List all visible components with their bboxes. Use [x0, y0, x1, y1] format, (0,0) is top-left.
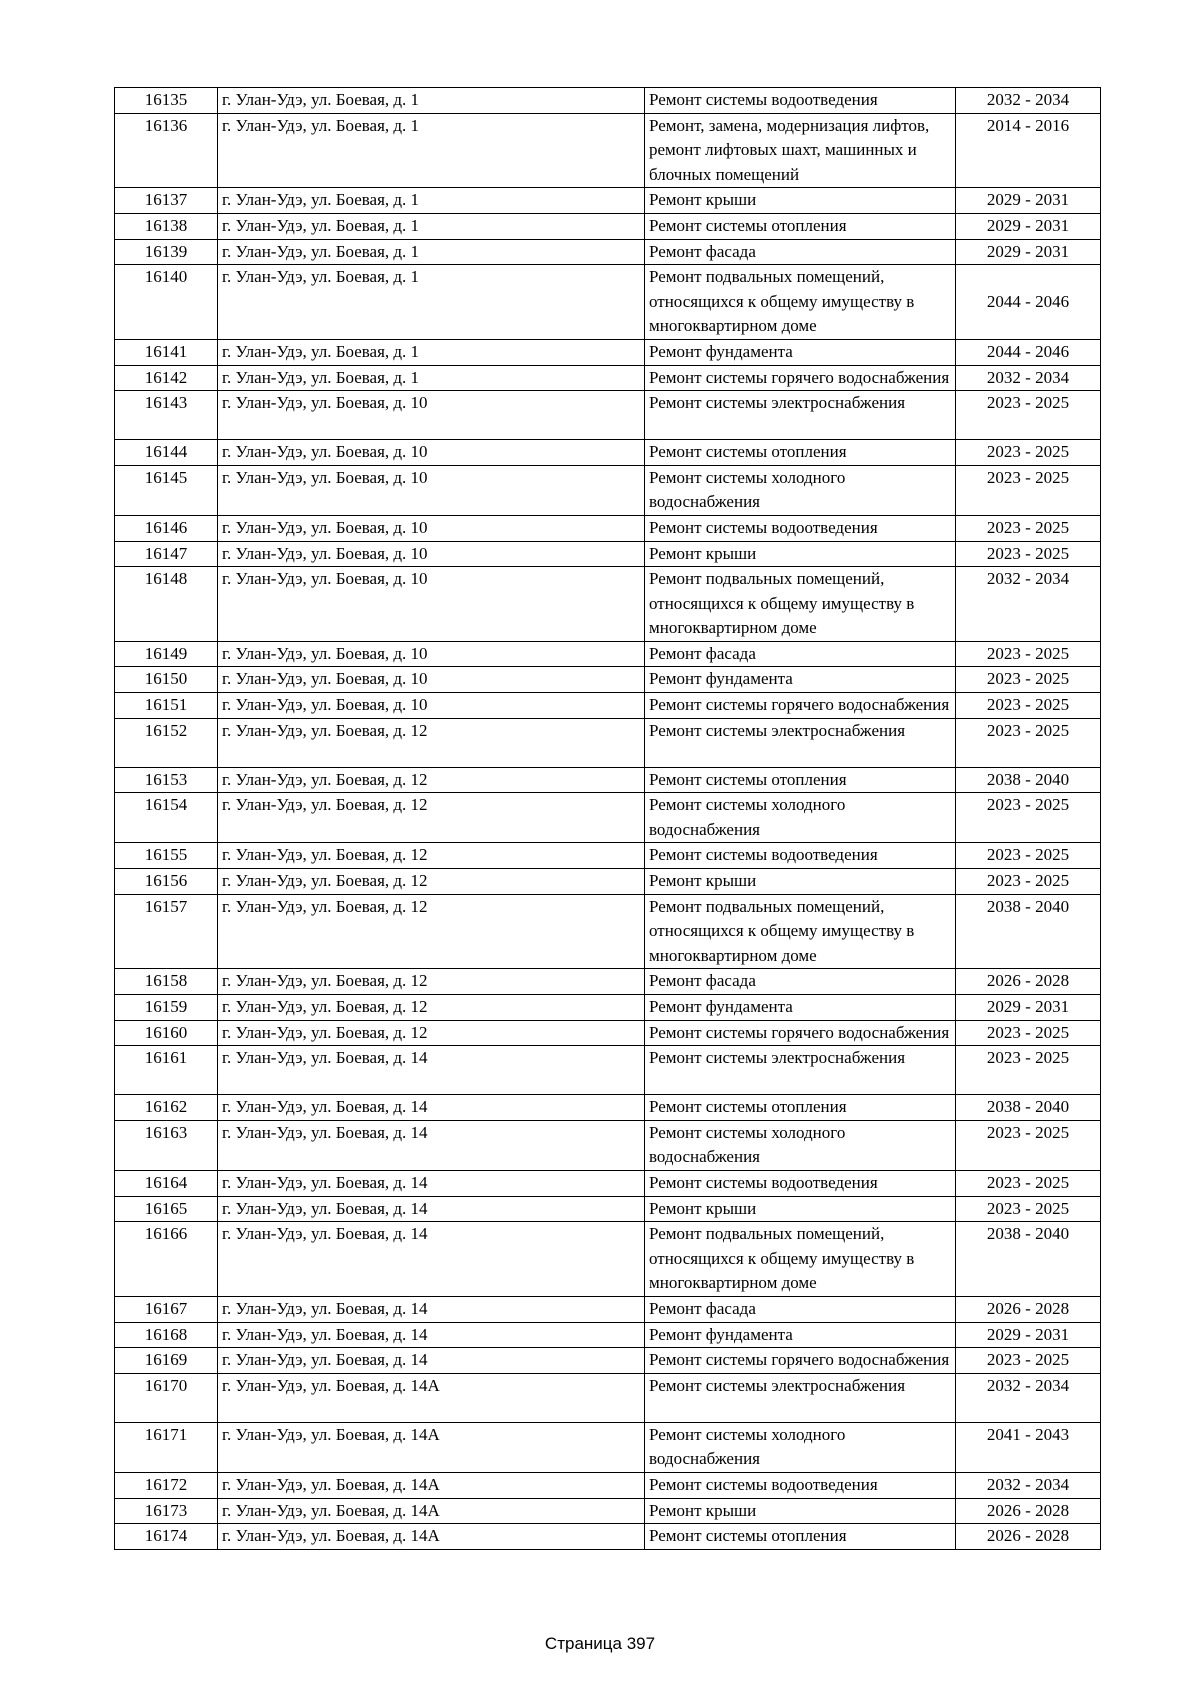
work-type-cell: Ремонт крыши [645, 1498, 956, 1524]
row-number: 16160 [115, 1020, 218, 1046]
row-number: 16157 [115, 894, 218, 969]
address-cell: г. Улан-Удэ, ул. Боевая, д. 14 [218, 1222, 645, 1297]
table-row [115, 113, 1101, 188]
work-type-cell: Ремонт фасада [645, 641, 956, 667]
table-row [115, 1196, 1101, 1222]
period-cell: 2044 - 2046 [956, 265, 1101, 340]
period-cell: 2032 - 2034 [956, 1373, 1101, 1422]
address-cell: г. Улан-Удэ, ул. Боевая, д. 1 [218, 88, 645, 114]
row-number: 16148 [115, 567, 218, 642]
table-row [115, 894, 1101, 969]
table-row [115, 391, 1101, 440]
period-cell: 2026 - 2028 [956, 969, 1101, 995]
row-number: 16163 [115, 1120, 218, 1170]
work-type-cell: Ремонт крыши [645, 188, 956, 214]
work-type-cell: Ремонт фундамента [645, 667, 956, 693]
row-number: 16171 [115, 1422, 218, 1472]
address-cell: г. Улан-Удэ, ул. Боевая, д. 14А [218, 1524, 645, 1550]
period-cell: 2029 - 2031 [956, 995, 1101, 1021]
table-row [115, 767, 1101, 793]
row-number: 16166 [115, 1222, 218, 1297]
work-type-cell: Ремонт системы водоотведения [645, 515, 956, 541]
table-row [115, 541, 1101, 567]
work-type-cell: Ремонт системы водоотведения [645, 1170, 956, 1196]
work-type-cell: Ремонт системы электроснабжения [645, 1373, 956, 1422]
row-number: 16159 [115, 995, 218, 1021]
row-number: 16142 [115, 365, 218, 391]
period-cell: 2032 - 2034 [956, 1472, 1101, 1498]
period-cell: 2023 - 2025 [956, 515, 1101, 541]
work-type-cell: Ремонт крыши [645, 1196, 956, 1222]
work-type-cell: Ремонт системы горячего водоснабжения [645, 1020, 956, 1046]
table-row [115, 843, 1101, 869]
work-type-cell: Ремонт, замена, модернизация лифтов, ремонт лифтовых шахт, машинных и блочных помещений [645, 113, 956, 188]
period-cell: 2023 - 2025 [956, 1196, 1101, 1222]
address-cell: г. Улан-Удэ, ул. Боевая, д. 14 [218, 1196, 645, 1222]
address-cell: г. Улан-Удэ, ул. Боевая, д. 14 [218, 1170, 645, 1196]
table-row [115, 693, 1101, 719]
row-number: 16154 [115, 793, 218, 843]
row-number: 16169 [115, 1348, 218, 1374]
row-number: 16141 [115, 339, 218, 365]
work-type-cell: Ремонт системы холодного водоснабжения [645, 1120, 956, 1170]
table-row [115, 515, 1101, 541]
row-number: 16158 [115, 969, 218, 995]
work-type-cell: Ремонт системы горячего водоснабжения [645, 693, 956, 719]
work-type-cell: Ремонт системы горячего водоснабжения [645, 1348, 956, 1374]
work-type-cell: Ремонт подвальных помещений, относящихся к общему имуществу в многоквартирном доме [645, 1222, 956, 1297]
work-type-cell: Ремонт фундамента [645, 995, 956, 1021]
address-cell: г. Улан-Удэ, ул. Боевая, д. 10 [218, 641, 645, 667]
address-cell: г. Улан-Удэ, ул. Боевая, д. 14 [218, 1348, 645, 1374]
table-row [115, 213, 1101, 239]
address-cell: г. Улан-Удэ, ул. Боевая, д. 10 [218, 567, 645, 642]
address-cell: г. Улан-Удэ, ул. Боевая, д. 12 [218, 995, 645, 1021]
period-cell: 2029 - 2031 [956, 188, 1101, 214]
work-type-cell: Ремонт подвальных помещений, относящихся к общему имуществу в многоквартирном доме [645, 894, 956, 969]
table-row [115, 265, 1101, 340]
work-type-cell: Ремонт системы отопления [645, 213, 956, 239]
table-row [115, 239, 1101, 265]
work-type-cell: Ремонт крыши [645, 869, 956, 895]
address-cell: г. Улан-Удэ, ул. Боевая, д. 1 [218, 365, 645, 391]
repair-schedule-table [114, 87, 1101, 1550]
row-number: 16136 [115, 113, 218, 188]
work-type-cell: Ремонт системы холодного водоснабжения [645, 465, 956, 515]
row-number: 16167 [115, 1296, 218, 1322]
row-number: 16161 [115, 1046, 218, 1095]
row-number: 16173 [115, 1498, 218, 1524]
table-row [115, 793, 1101, 843]
table-row [115, 1020, 1101, 1046]
table-row [115, 1422, 1101, 1472]
table-row [115, 567, 1101, 642]
work-type-cell: Ремонт системы отопления [645, 440, 956, 466]
period-cell: 2023 - 2025 [956, 1120, 1101, 1170]
work-type-cell: Ремонт фасада [645, 969, 956, 995]
table-row [115, 1348, 1101, 1374]
address-cell: г. Улан-Удэ, ул. Боевая, д. 14 [218, 1120, 645, 1170]
row-number: 16144 [115, 440, 218, 466]
work-type-cell: Ремонт фасада [645, 239, 956, 265]
address-cell: г. Улан-Удэ, ул. Боевая, д. 10 [218, 391, 645, 440]
address-cell: г. Улан-Удэ, ул. Боевая, д. 10 [218, 693, 645, 719]
period-cell: 2029 - 2031 [956, 1322, 1101, 1348]
period-cell: 2023 - 2025 [956, 541, 1101, 567]
work-type-cell: Ремонт подвальных помещений, относящихся к общему имуществу в многоквартирном доме [645, 265, 956, 340]
address-cell: г. Улан-Удэ, ул. Боевая, д. 12 [218, 718, 645, 767]
row-number: 16164 [115, 1170, 218, 1196]
row-number: 16152 [115, 718, 218, 767]
row-number: 16149 [115, 641, 218, 667]
address-cell: г. Улан-Удэ, ул. Боевая, д. 14 [218, 1046, 645, 1095]
address-cell: г. Улан-Удэ, ул. Боевая, д. 12 [218, 969, 645, 995]
address-cell: г. Улан-Удэ, ул. Боевая, д. 14А [218, 1373, 645, 1422]
row-number: 16162 [115, 1095, 218, 1121]
work-type-cell: Ремонт системы отопления [645, 767, 956, 793]
work-type-cell: Ремонт системы холодного водоснабжения [645, 793, 956, 843]
work-type-cell: Ремонт системы электроснабжения [645, 391, 956, 440]
row-number: 16172 [115, 1472, 218, 1498]
address-cell: г. Улан-Удэ, ул. Боевая, д. 14 [218, 1095, 645, 1121]
work-type-cell: Ремонт системы электроснабжения [645, 1046, 956, 1095]
address-cell: г. Улан-Удэ, ул. Боевая, д. 10 [218, 440, 645, 466]
work-type-cell: Ремонт системы водоотведения [645, 88, 956, 114]
table-row [115, 1222, 1101, 1297]
table-row [115, 641, 1101, 667]
work-type-cell: Ремонт фасада [645, 1296, 956, 1322]
page-number: Страница 397 [544, 1634, 656, 1653]
period-cell: 2041 - 2043 [956, 1422, 1101, 1472]
period-cell: 2032 - 2034 [956, 88, 1101, 114]
row-number: 16151 [115, 693, 218, 719]
address-cell: г. Улан-Удэ, ул. Боевая, д. 12 [218, 793, 645, 843]
address-cell: г. Улан-Удэ, ул. Боевая, д. 1 [218, 113, 645, 188]
table-row [115, 1373, 1101, 1422]
period-cell: 2023 - 2025 [956, 793, 1101, 843]
period-cell: 2023 - 2025 [956, 869, 1101, 895]
work-type-cell: Ремонт фундамента [645, 1322, 956, 1348]
row-number: 16139 [115, 239, 218, 265]
table-row [115, 1120, 1101, 1170]
period-cell: 2023 - 2025 [956, 718, 1101, 767]
address-cell: г. Улан-Удэ, ул. Боевая, д. 10 [218, 541, 645, 567]
row-number: 16156 [115, 869, 218, 895]
period-cell: 2023 - 2025 [956, 641, 1101, 667]
period-cell: 2026 - 2028 [956, 1498, 1101, 1524]
period-cell: 2029 - 2031 [956, 239, 1101, 265]
period-cell: 2038 - 2040 [956, 1095, 1101, 1121]
period-cell: 2038 - 2040 [956, 1222, 1101, 1297]
row-number: 16140 [115, 265, 218, 340]
work-type-cell: Ремонт системы холодного водоснабжения [645, 1422, 956, 1472]
work-type-cell: Ремонт системы отопления [645, 1524, 956, 1550]
period-cell: 2023 - 2025 [956, 1020, 1101, 1046]
address-cell: г. Улан-Удэ, ул. Боевая, д. 14А [218, 1472, 645, 1498]
work-type-cell: Ремонт системы отопления [645, 1095, 956, 1121]
table-row [115, 1170, 1101, 1196]
address-cell: г. Улан-Удэ, ул. Боевая, д. 1 [218, 188, 645, 214]
address-cell: г. Улан-Удэ, ул. Боевая, д. 10 [218, 465, 645, 515]
work-type-cell: Ремонт системы водоотведения [645, 1472, 956, 1498]
period-cell: 2023 - 2025 [956, 693, 1101, 719]
row-number: 16153 [115, 767, 218, 793]
period-cell: 2044 - 2046 [956, 339, 1101, 365]
address-cell: г. Улан-Удэ, ул. Боевая, д. 14А [218, 1498, 645, 1524]
table-row [115, 465, 1101, 515]
table-row [115, 718, 1101, 767]
period-cell: 2023 - 2025 [956, 1348, 1101, 1374]
work-type-cell: Ремонт системы электроснабжения [645, 718, 956, 767]
address-cell: г. Улан-Удэ, ул. Боевая, д. 12 [218, 1020, 645, 1046]
row-number: 16170 [115, 1373, 218, 1422]
address-cell: г. Улан-Удэ, ул. Боевая, д. 12 [218, 843, 645, 869]
table-row [115, 1046, 1101, 1095]
table-row [115, 667, 1101, 693]
row-number: 16165 [115, 1196, 218, 1222]
address-cell: г. Улан-Удэ, ул. Боевая, д. 1 [218, 339, 645, 365]
table-row [115, 440, 1101, 466]
period-cell: 2023 - 2025 [956, 391, 1101, 440]
row-number: 16147 [115, 541, 218, 567]
address-cell: г. Улан-Удэ, ул. Боевая, д. 10 [218, 515, 645, 541]
period-cell: 2023 - 2025 [956, 1046, 1101, 1095]
row-number: 16143 [115, 391, 218, 440]
period-cell: 2014 - 2016 [956, 113, 1101, 188]
row-number: 16138 [115, 213, 218, 239]
address-cell: г. Улан-Удэ, ул. Боевая, д. 12 [218, 894, 645, 969]
table-row [115, 995, 1101, 1021]
row-number: 16168 [115, 1322, 218, 1348]
address-cell: г. Улан-Удэ, ул. Боевая, д. 10 [218, 667, 645, 693]
address-cell: г. Улан-Удэ, ул. Боевая, д. 14 [218, 1322, 645, 1348]
period-cell: 2026 - 2028 [956, 1296, 1101, 1322]
work-type-cell: Ремонт крыши [645, 541, 956, 567]
period-cell: 2032 - 2034 [956, 365, 1101, 391]
period-cell: 2023 - 2025 [956, 843, 1101, 869]
row-number: 16174 [115, 1524, 218, 1550]
period-cell: 2029 - 2031 [956, 213, 1101, 239]
table-row [115, 1524, 1101, 1550]
period-cell: 2023 - 2025 [956, 667, 1101, 693]
period-cell: 2038 - 2040 [956, 767, 1101, 793]
table-row [115, 1322, 1101, 1348]
period-cell: 2023 - 2025 [956, 465, 1101, 515]
address-cell: г. Улан-Удэ, ул. Боевая, д. 1 [218, 239, 645, 265]
table-row [115, 1472, 1101, 1498]
table-row [115, 365, 1101, 391]
address-cell: г. Улан-Удэ, ул. Боевая, д. 12 [218, 767, 645, 793]
table-row [115, 1498, 1101, 1524]
table-row [115, 339, 1101, 365]
work-type-cell: Ремонт фундамента [645, 339, 956, 365]
table-row [115, 1296, 1101, 1322]
row-number: 16150 [115, 667, 218, 693]
period-cell: 2023 - 2025 [956, 440, 1101, 466]
period-cell: 2038 - 2040 [956, 894, 1101, 969]
period-cell: 2023 - 2025 [956, 1170, 1101, 1196]
table-row [115, 869, 1101, 895]
row-number: 16135 [115, 88, 218, 114]
address-cell: г. Улан-Удэ, ул. Боевая, д. 14А [218, 1422, 645, 1472]
address-cell: г. Улан-Удэ, ул. Боевая, д. 1 [218, 265, 645, 340]
period-cell: 2032 - 2034 [956, 567, 1101, 642]
work-type-cell: Ремонт системы горячего водоснабжения [645, 365, 956, 391]
table-row [115, 1095, 1101, 1121]
table-row [115, 188, 1101, 214]
work-type-cell: Ремонт подвальных помещений, относящихся к общему имуществу в многоквартирном доме [645, 567, 956, 642]
work-type-cell: Ремонт системы водоотведения [645, 843, 956, 869]
row-number: 16155 [115, 843, 218, 869]
period-cell: 2026 - 2028 [956, 1524, 1101, 1550]
address-cell: г. Улан-Удэ, ул. Боевая, д. 14 [218, 1296, 645, 1322]
row-number: 16145 [115, 465, 218, 515]
row-number: 16137 [115, 188, 218, 214]
table-row [115, 969, 1101, 995]
row-number: 16146 [115, 515, 218, 541]
table-row [115, 88, 1101, 114]
address-cell: г. Улан-Удэ, ул. Боевая, д. 12 [218, 869, 645, 895]
address-cell: г. Улан-Удэ, ул. Боевая, д. 1 [218, 213, 645, 239]
